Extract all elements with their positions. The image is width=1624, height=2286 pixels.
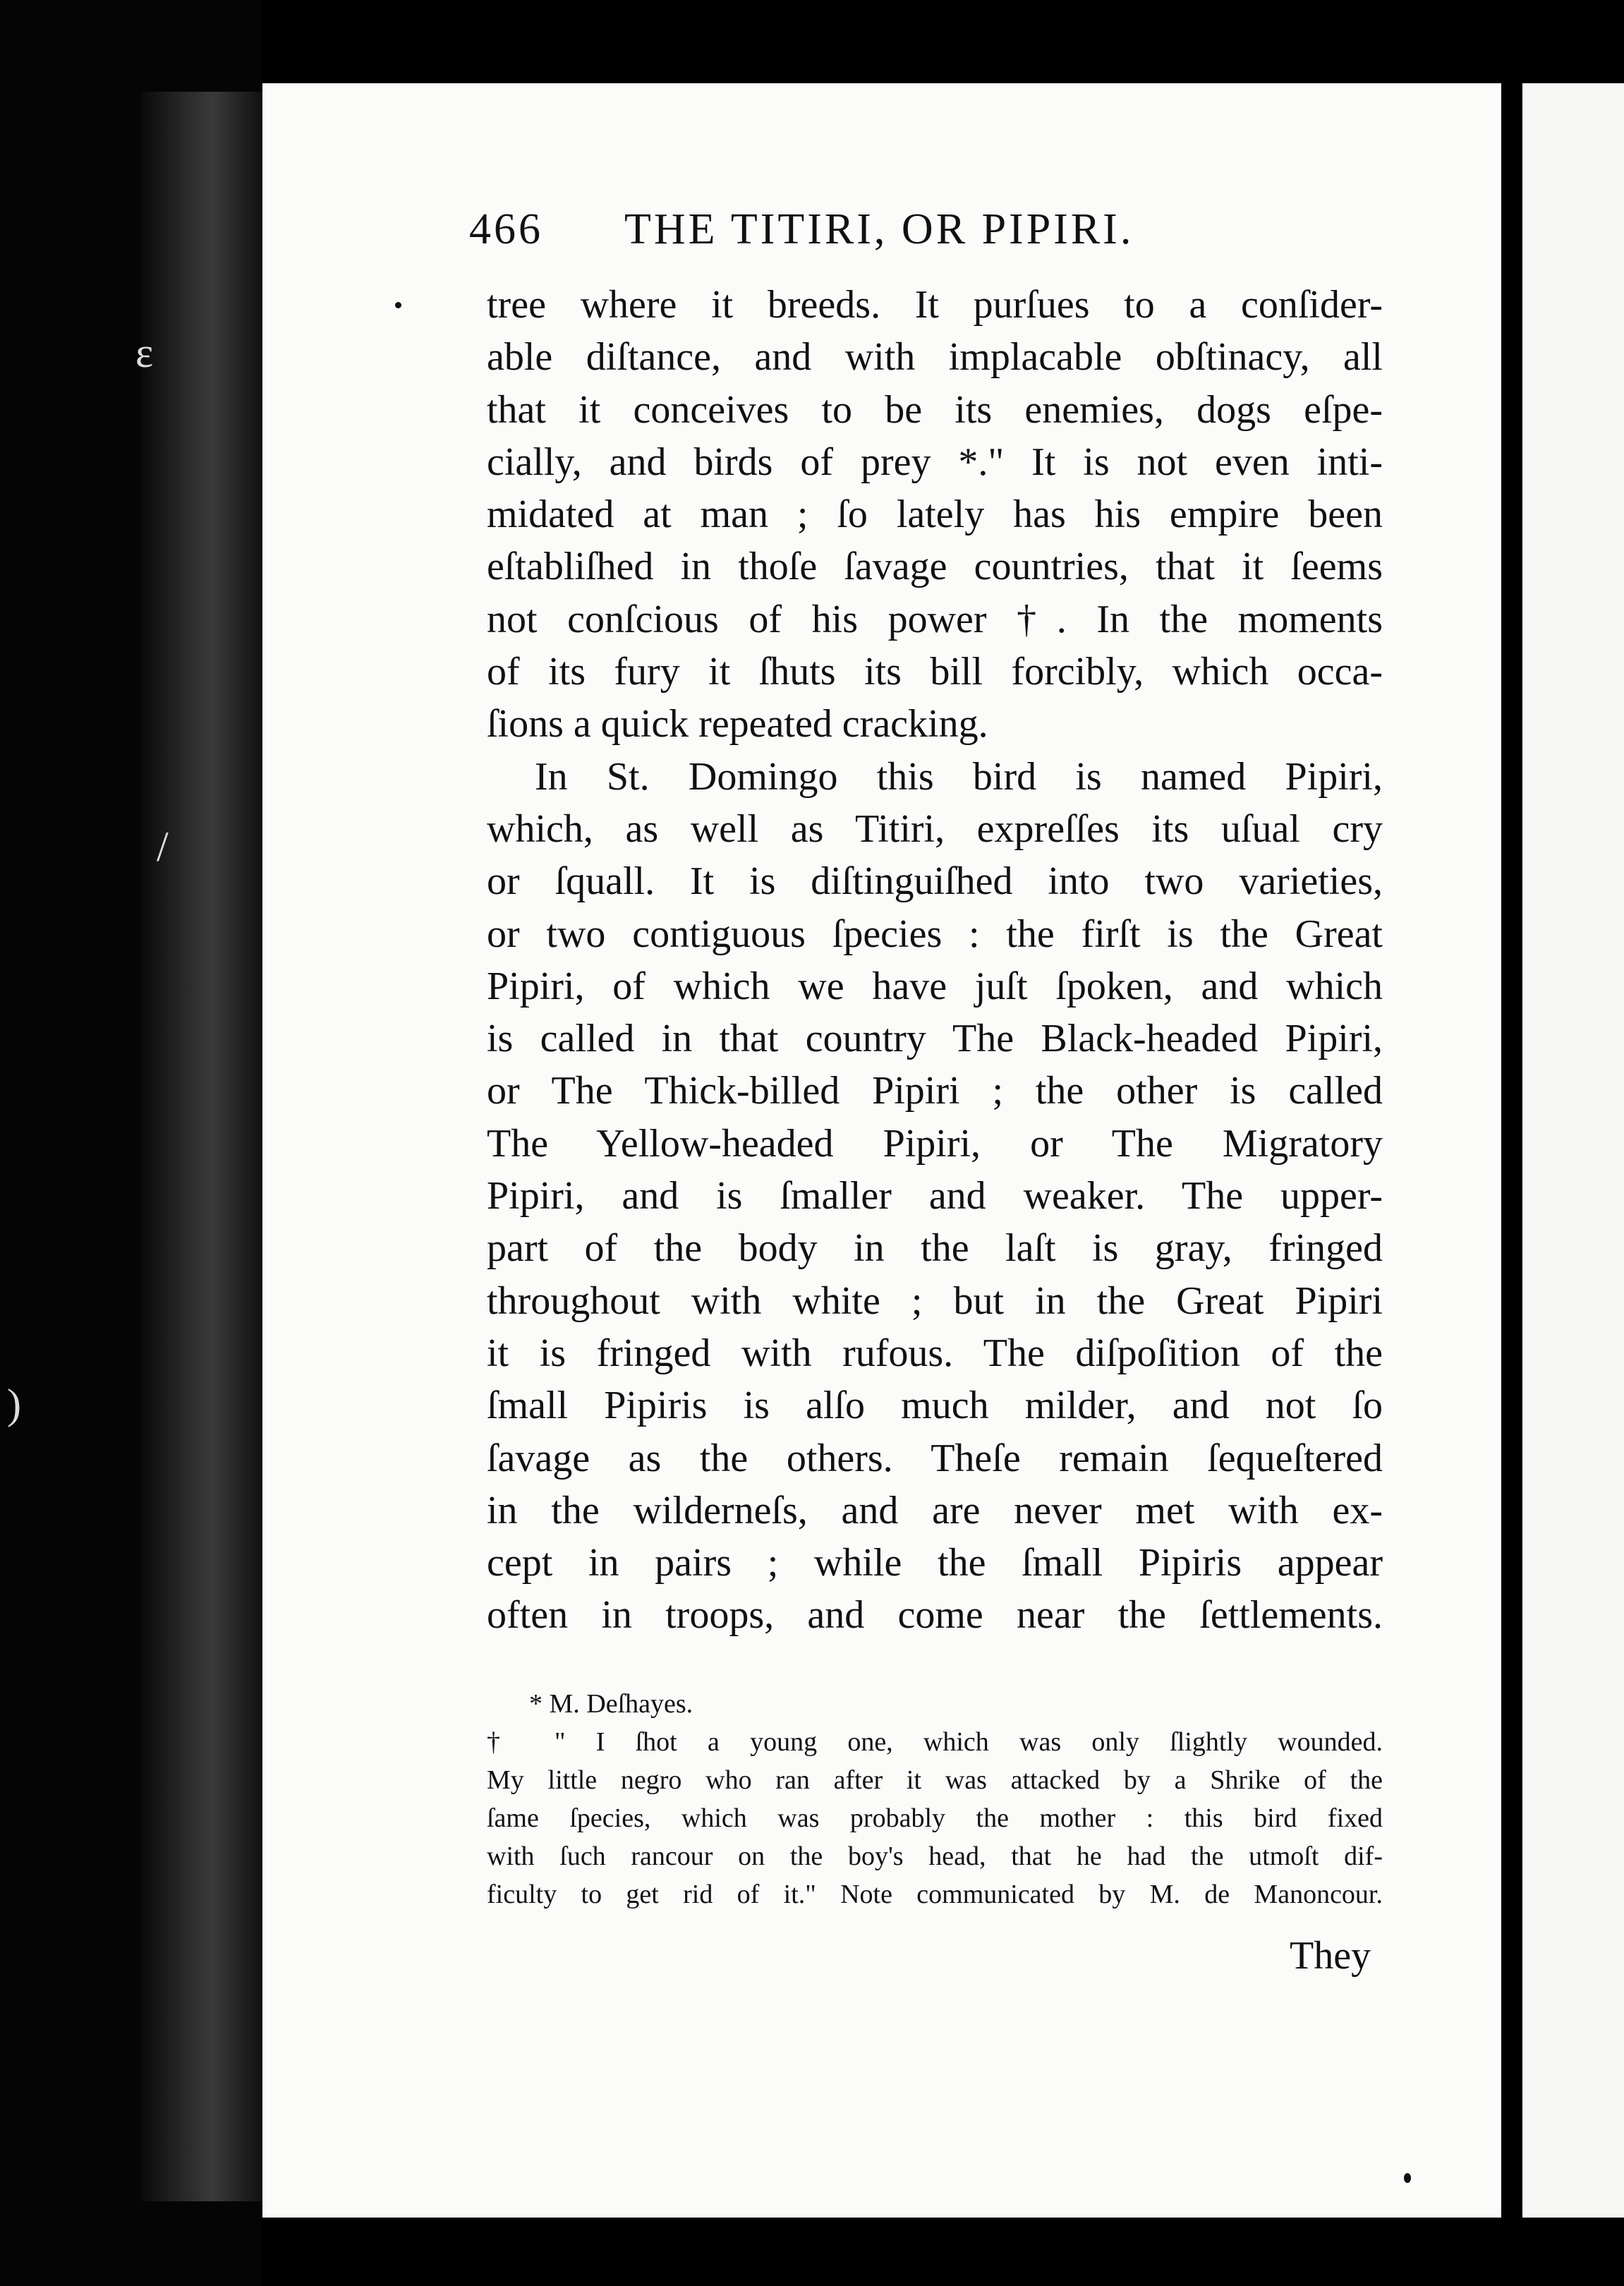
edge-mark: ε: [135, 329, 154, 376]
text-line: not conſcious of his power †. In the moments: [487, 597, 1383, 641]
text-line: in the wilderneſs, and are never met with ex-: [487, 1488, 1383, 1532]
running-title: THE TITIRI, OR PIPIRI.: [624, 205, 1134, 253]
text-line: is called in that country The Black-headed Pipiri,: [487, 1017, 1383, 1061]
ink-speck: [1404, 2173, 1411, 2183]
text-line: which, as well as Titiri, expreſſes its uſual cry: [487, 806, 1383, 851]
text-line: or two contiguous ſpecies : the firſt is the Great: [487, 912, 1383, 956]
text-line: able diſtance, and with implacable obſtinacy, all: [487, 335, 1383, 380]
text-line: part of the body in the laſt is gray, fringed: [487, 1226, 1383, 1271]
text-line: cept in pairs ; while the ſmall Pipiris appear: [487, 1541, 1383, 1585]
edge-mark: /: [157, 823, 169, 870]
text-line: The Yellow-headed Pipiri, or The Migratory: [487, 1121, 1383, 1166]
text-line: or ſquall. It is diſtinguiſhed into two varieties,: [487, 859, 1383, 904]
page-gutter: [1501, 83, 1522, 2218]
text-line: often in troops, and come near the ſettlements.: [487, 1593, 1383, 1638]
text-line: Pipiri, of which we have juſt ſpoken, and which: [487, 964, 1383, 1008]
text-line: tree where it breeds. It purſues to a conſider-: [487, 283, 1383, 327]
page-number: 466: [469, 205, 543, 253]
footnote-line: ſame ſpecies, which was probably the mother : this bird fixed: [487, 1803, 1383, 1833]
text-line: ſavage as the others. Theſe remain ſequeſtered: [487, 1436, 1383, 1480]
footnotes: [487, 1685, 1383, 1913]
footnote-line: † " I ſhot a young one, which was only ſlightly wounded.: [487, 1727, 1383, 1757]
text-line: In St. Domingo this bird is named Pipiri,: [535, 754, 1383, 799]
facing-page-edge: [1522, 83, 1624, 2218]
text-line: of its fury it ſhuts its bill forcibly, which occa-: [487, 650, 1383, 694]
footnote-line: * M. Deſhayes.: [529, 1689, 693, 1719]
footnote-line: My little negro who ran after it was attacked by a Shrike of the: [487, 1765, 1383, 1795]
text-line: ſions a quick repeated cracking.: [487, 702, 988, 746]
body-text: [487, 279, 1383, 1642]
text-line: ſmall Pipiris is alſo much milder, and not ſo: [487, 1384, 1383, 1428]
page-header: [469, 205, 1273, 268]
edge-mark: ): [7, 1381, 21, 1427]
footnote-line: ficulty to get rid of it." Note communicated by M. de Manoncour.: [487, 1880, 1383, 1909]
text-line: that it conceives to be its enemies, dogs eſpe-: [487, 387, 1383, 432]
text-line: or The Thick-billed Pipiri ; the other is called: [487, 1069, 1383, 1113]
catchword: They: [1290, 1934, 1371, 1978]
book-spine: [141, 92, 272, 2201]
text-line: throughout with white ; but in the Great Pipiri: [487, 1278, 1383, 1323]
footnote-line: with ſuch rancour on the boy's head, that he had the utmoſt dif-: [487, 1842, 1383, 1871]
text-line: it is fringed with rufous. The diſpoſition of the: [487, 1331, 1383, 1375]
ink-speck: [395, 302, 401, 308]
text-line: midated at man ; ſo lately has his empire been: [487, 492, 1383, 537]
text-line: eſtabliſhed in thoſe ſavage countries, that it ſeems: [487, 545, 1383, 589]
text-line: cially, and birds of prey *." It is not even inti-: [487, 440, 1383, 484]
text-line: Pipiri, and is ſmaller and weaker. The upper-: [487, 1174, 1383, 1218]
